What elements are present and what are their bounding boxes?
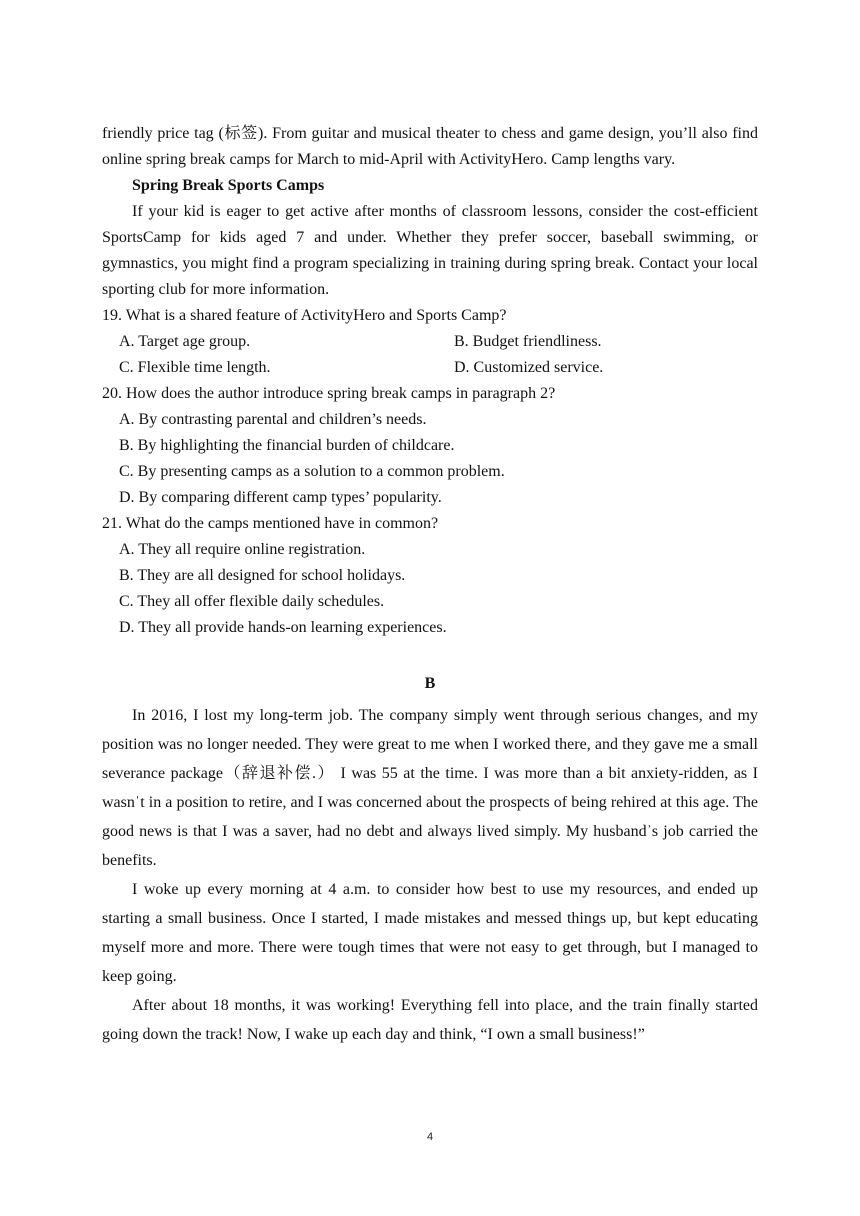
question-21-option-c: C. They all offer flexible daily schedules. — [119, 593, 385, 610]
question-19-option-d: D. Customized service. — [454, 359, 604, 376]
passage-b-paragraph-1: In 2016, I lost my long-term job. The company simply went through serious changes, and my position was no longer needed. They were great to me when I worked there, and they gave me a small severance package（辞退补偿.） I was 55 at the time. I was more than a bit anxiety-ridden, as I wasnˈt in a position to retire, and I was concerned about the prospects of being rehired at this age. The good news is that I was a saver, had no debt and always lived simply. My husbandˈs job carried the benefits. — [102, 707, 758, 869]
passage-b-paragraph-3: After about 18 months, it was working! Everything fell into place, and the train finally started going down the track! Now, I wake up each day and think, “I own a small business!” — [102, 997, 758, 1043]
question-19-option-a: A. Target age group. — [119, 333, 251, 350]
question-19-option-b: B. Budget friendliness. — [454, 333, 602, 350]
question-21-stem: 21. What do the camps mentioned have in common? — [102, 515, 439, 532]
question-21 — [102, 511, 758, 641]
question-20-option-c: C. By presenting camps as a solution to a common problem. — [119, 463, 505, 480]
passage-b-title: B — [424, 675, 436, 692]
sports-camps-paragraph: If your kid is eager to get active after months of classroom lessons, consider the cost-efficient SportsCamp for kids aged 7 and under. Whether they prefer soccer, baseball swimming, or gymnastics, you might find a program specializing in training during spring break. Contact your local sporting club for more information. — [102, 203, 758, 298]
page-number: 4 — [426, 1131, 434, 1143]
question-21-option-a: A. They all require online registration. — [119, 541, 366, 558]
question-21-option-b: B. They are all designed for school holidays. — [119, 567, 406, 584]
sports-camps-heading: Spring Break Sports Camps — [132, 177, 325, 194]
passage-a-continued-paragraph: friendly price tag (标签). From guitar and musical theater to chess and game design, you’ll also find online spring break camps for March to mid-April with ActivityHero. Camp lengths vary. — [102, 125, 758, 168]
question-19-option-c: C. Flexible time length. — [119, 359, 271, 376]
question-19-stem: 19. What is a shared feature of ActivityHero and Sports Camp? — [102, 307, 507, 324]
question-19 — [102, 303, 758, 381]
document-page — [102, 121, 758, 1049]
question-21-option-d: D. They all provide hands-on learning experiences. — [119, 619, 447, 636]
question-20-option-b: B. By highlighting the financial burden of childcare. — [119, 437, 455, 454]
question-19-options-row-1 — [102, 329, 758, 355]
question-19-options-row-2 — [102, 355, 758, 381]
passage-b-paragraph-2: I woke up every morning at 4 a.m. to consider how best to use my resources, and ended up starting a small business. Once I started, I made mistakes and messed things up, but kept educating myself more and more. There were tough times that were not easy to get through, but I managed to keep going. — [102, 881, 758, 985]
question-20-option-d: D. By comparing different camp types’ popularity. — [119, 489, 442, 506]
question-20-stem: 20. How does the author introduce spring break camps in paragraph 2? — [102, 385, 556, 402]
question-20 — [102, 381, 758, 511]
question-20-option-a: A. By contrasting parental and children’s needs. — [119, 411, 427, 428]
